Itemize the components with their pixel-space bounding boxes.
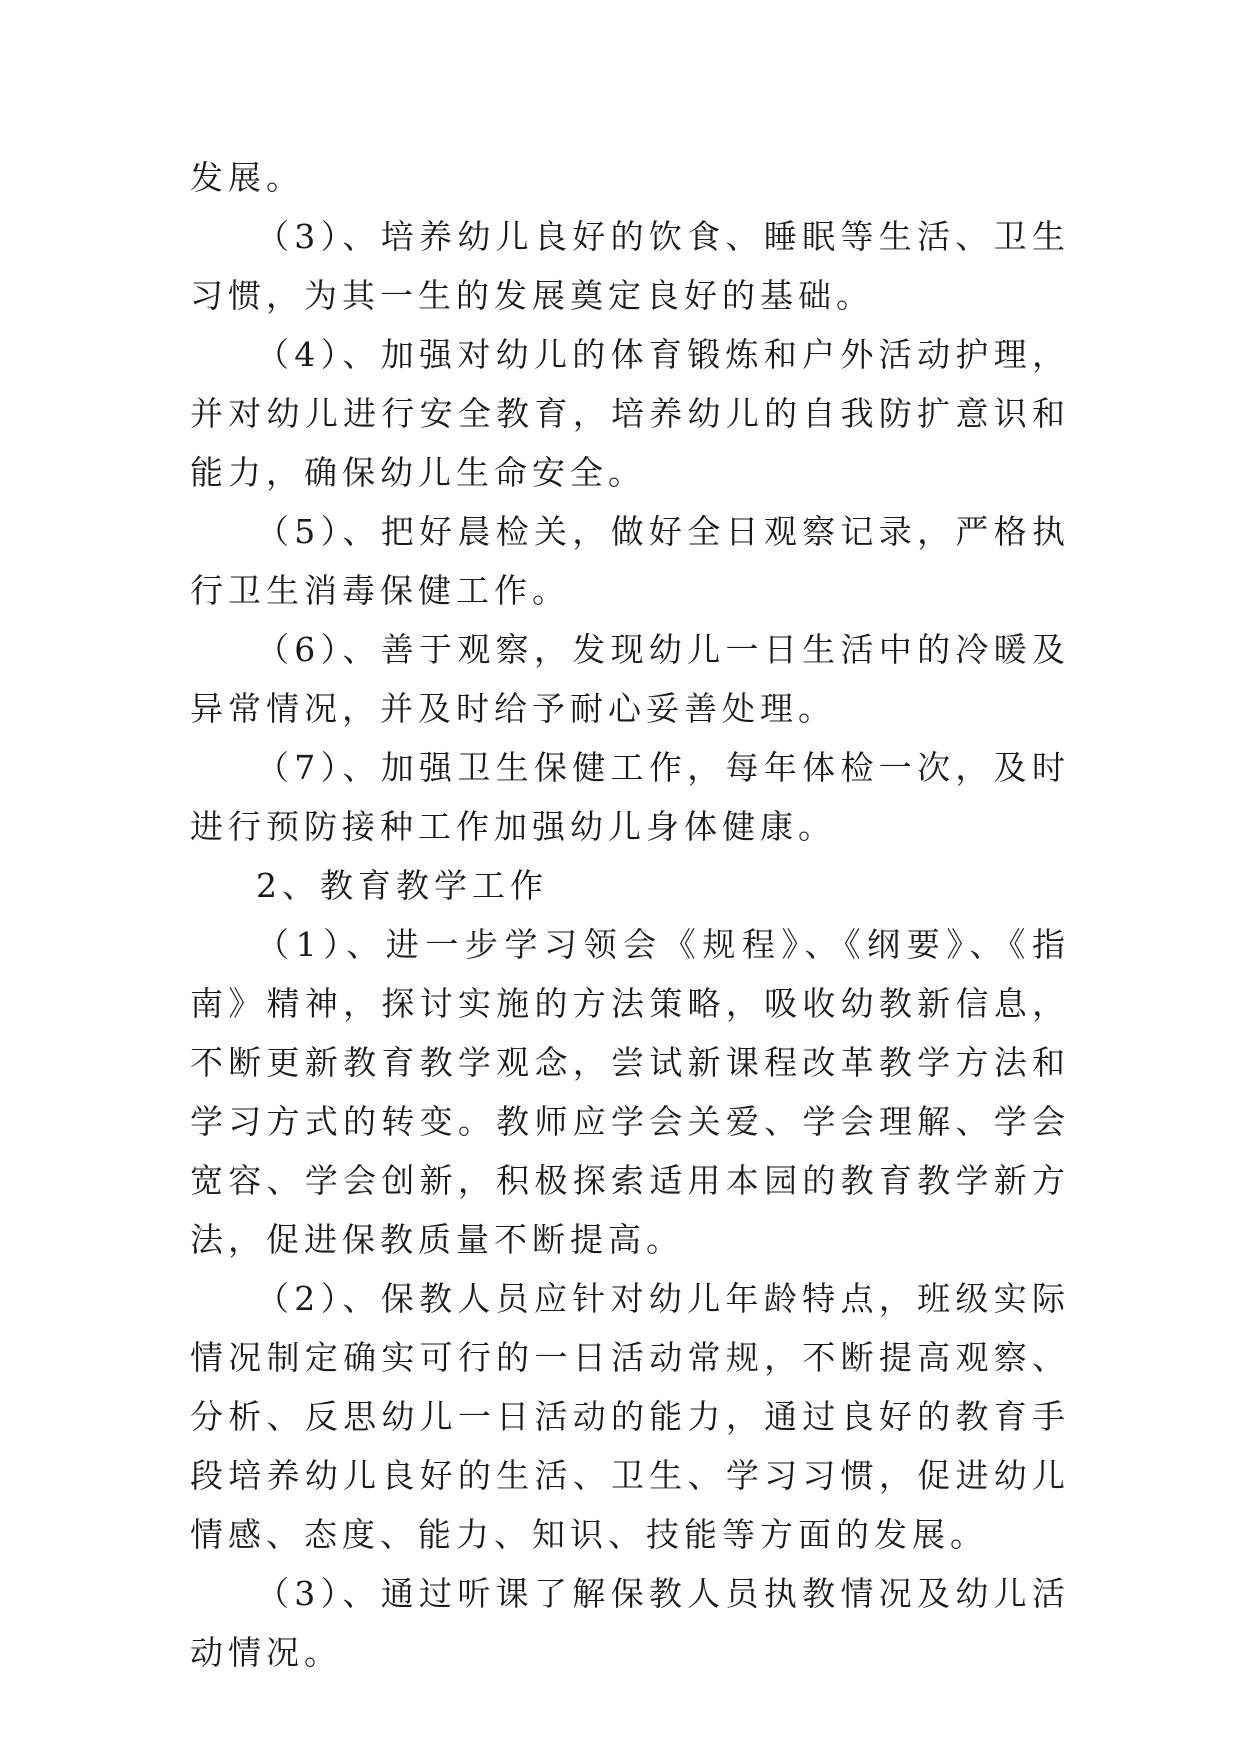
paragraph-edu-2: （2）、保教人员应针对幼儿年龄特点，班级实际情况制定确实可行的一日活动常规，不断提高观察、分析、反思幼儿一日活动的能力，通过良好的教育手段培养幼儿良好的生活、卫生、学习习惯，促进幼儿情感、态度、能力、知识、技能等方面的发展。 [190, 1279, 1070, 1554]
paragraph-continuation: 发展。 [190, 158, 304, 197]
paragraph-item-7: （7）、加强卫生保健工作，每年体检一次，及时进行预防接种工作加强幼儿身体健康。 [190, 748, 1070, 846]
document-body [190, 148, 1070, 1682]
paragraph-edu-1: （1）、进一步学习领会《规程》、《纲要》、《指南》精神，探讨实施的方法策略，吸收幼教新信息，不断更新教育教学观念，尝试新课程改革教学方法和学习方式的转变。教师应学会关爱、学会理解、学会宽容、学会创新，积极探索适用本园的教育教学新方法，促进保教质量不断提高。 [190, 925, 1070, 1259]
paragraph-item-4: （4）、加强对幼儿的体育锻炼和户外活动护理，并对幼儿进行安全教育，培养幼儿的自我防扩意识和能力，确保幼儿生命安全。 [190, 335, 1070, 492]
section-heading: 2、教育教学工作 [256, 866, 548, 905]
paragraph-edu-3: （3）、通过听课了解保教人员执教情况及幼儿活动情况。 [190, 1574, 1070, 1672]
paragraph-item-6: （6）、善于观察，发现幼儿一日生活中的冷暖及异常情况，并及时给予耐心妥善处理。 [190, 630, 1070, 728]
paragraph-item-5: （5）、把好晨检关，做好全日观察记录，严格执行卫生消毒保健工作。 [190, 512, 1070, 610]
paragraph-item-3: （3）、培养幼儿良好的饮食、睡眠等生活、卫生习惯，为其一生的发展奠定良好的基础。 [190, 217, 1070, 315]
